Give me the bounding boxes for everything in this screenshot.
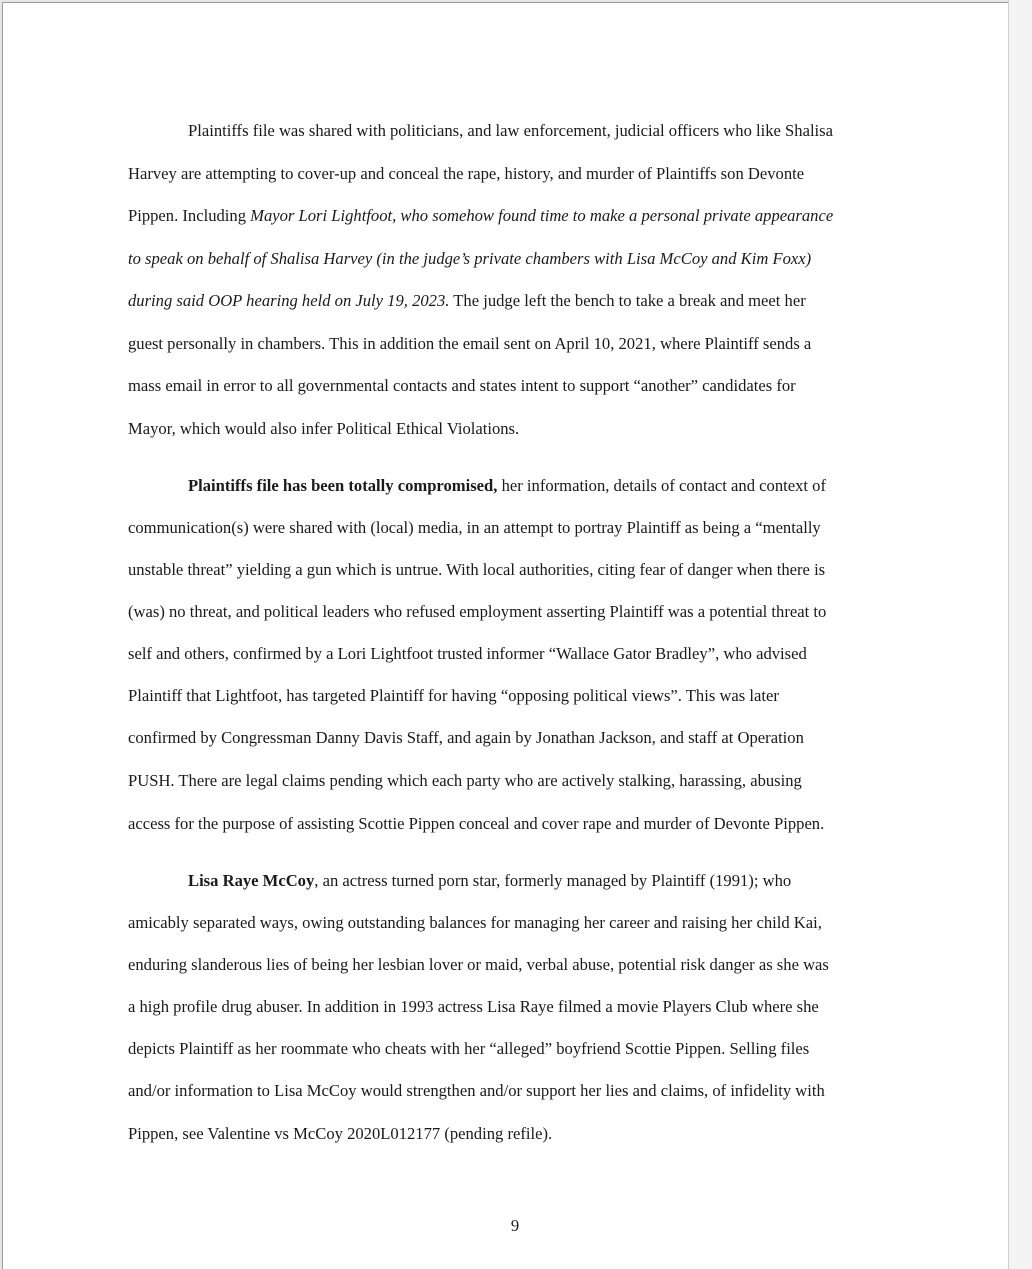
text-line: to speak on behalf of Shalisa Harvey (in the judge’s private chambers with Lisa McCoy and Kim Foxx) xyxy=(128,249,812,268)
document-page xyxy=(2,2,1008,1269)
page-number: 9 xyxy=(510,1216,520,1235)
text-line: self and others, confirmed by a Lori Lightfoot trusted informer “Wallace Gator Bradley”, who advised xyxy=(128,644,807,663)
text-line: Lisa Raye McCoy, an actress turned porn star, formerly managed by Plaintiff (1991); who xyxy=(188,871,792,890)
text-line: amicably separated ways, owing outstanding balances for managing her career and raising her child Kai, xyxy=(128,913,822,932)
text-line: depicts Plaintiff as her roommate who cheats with her “alleged” boyfriend Scottie Pippen. Selling files xyxy=(128,1039,810,1058)
text-line: communication(s) were shared with (local) media, in an attempt to portray Plaintiff as being a “mentally xyxy=(128,518,821,537)
text-line: enduring slanderous lies of being her lesbian lover or maid, verbal abuse, potential risk danger as she was xyxy=(128,955,829,974)
text-line: access for the purpose of assisting Scottie Pippen conceal and cover rape and murder of Devonte Pippen. xyxy=(128,814,825,833)
text-line: guest personally in chambers. This in addition the email sent on April 10, 2021, where Plaintiff sends a xyxy=(128,334,812,353)
text-line: a high profile drug abuser. In addition in 1993 actress Lisa Raye filmed a movie Players Club where she xyxy=(128,997,819,1016)
text-line: PUSH. There are legal claims pending which each party who are actively stalking, harassing, abusing xyxy=(128,771,802,790)
text-line: mass email in error to all governmental contacts and states intent to support “another” candidates for xyxy=(128,376,796,395)
text-line: (was) no threat, and political leaders who refused employment asserting Plaintiff was a potential threat to xyxy=(128,602,827,621)
text-line: Mayor, which would also infer Political Ethical Violations. xyxy=(128,419,520,438)
text-line: Plaintiff that Lightfoot, has targeted Plaintiff for having “opposing political views”. This was later xyxy=(128,686,779,705)
text-line: during said OOP hearing held on July 19, 2023. The judge left the bench to take a break and meet her xyxy=(128,291,806,310)
text-line: Pippen, see Valentine vs McCoy 2020L012177 (pending refile). xyxy=(128,1124,553,1143)
text-line: Pippen. Including Mayor Lori Lightfoot, who somehow found time to make a personal private appearance xyxy=(128,206,834,225)
text-line: and/or information to Lisa McCoy would strengthen and/or support her lies and claims, of infidelity with xyxy=(128,1081,825,1100)
scan-right-margin xyxy=(1008,0,1032,1269)
text-line: Plaintiffs file was shared with politicians, and law enforcement, judicial officers who like Shalisa xyxy=(188,121,833,140)
text-line: confirmed by Congressman Danny Davis Staff, and again by Jonathan Jackson, and staff at Operation xyxy=(128,728,804,747)
text-line: Plaintiffs file has been totally compromised, her information, details of contact and context of xyxy=(188,476,826,495)
text-line: Harvey are attempting to cover-up and conceal the rape, history, and murder of Plaintiffs son Devonte xyxy=(128,164,805,183)
text-line: unstable threat” yielding a gun which is untrue. With local authorities, citing fear of danger when there is xyxy=(128,560,826,579)
